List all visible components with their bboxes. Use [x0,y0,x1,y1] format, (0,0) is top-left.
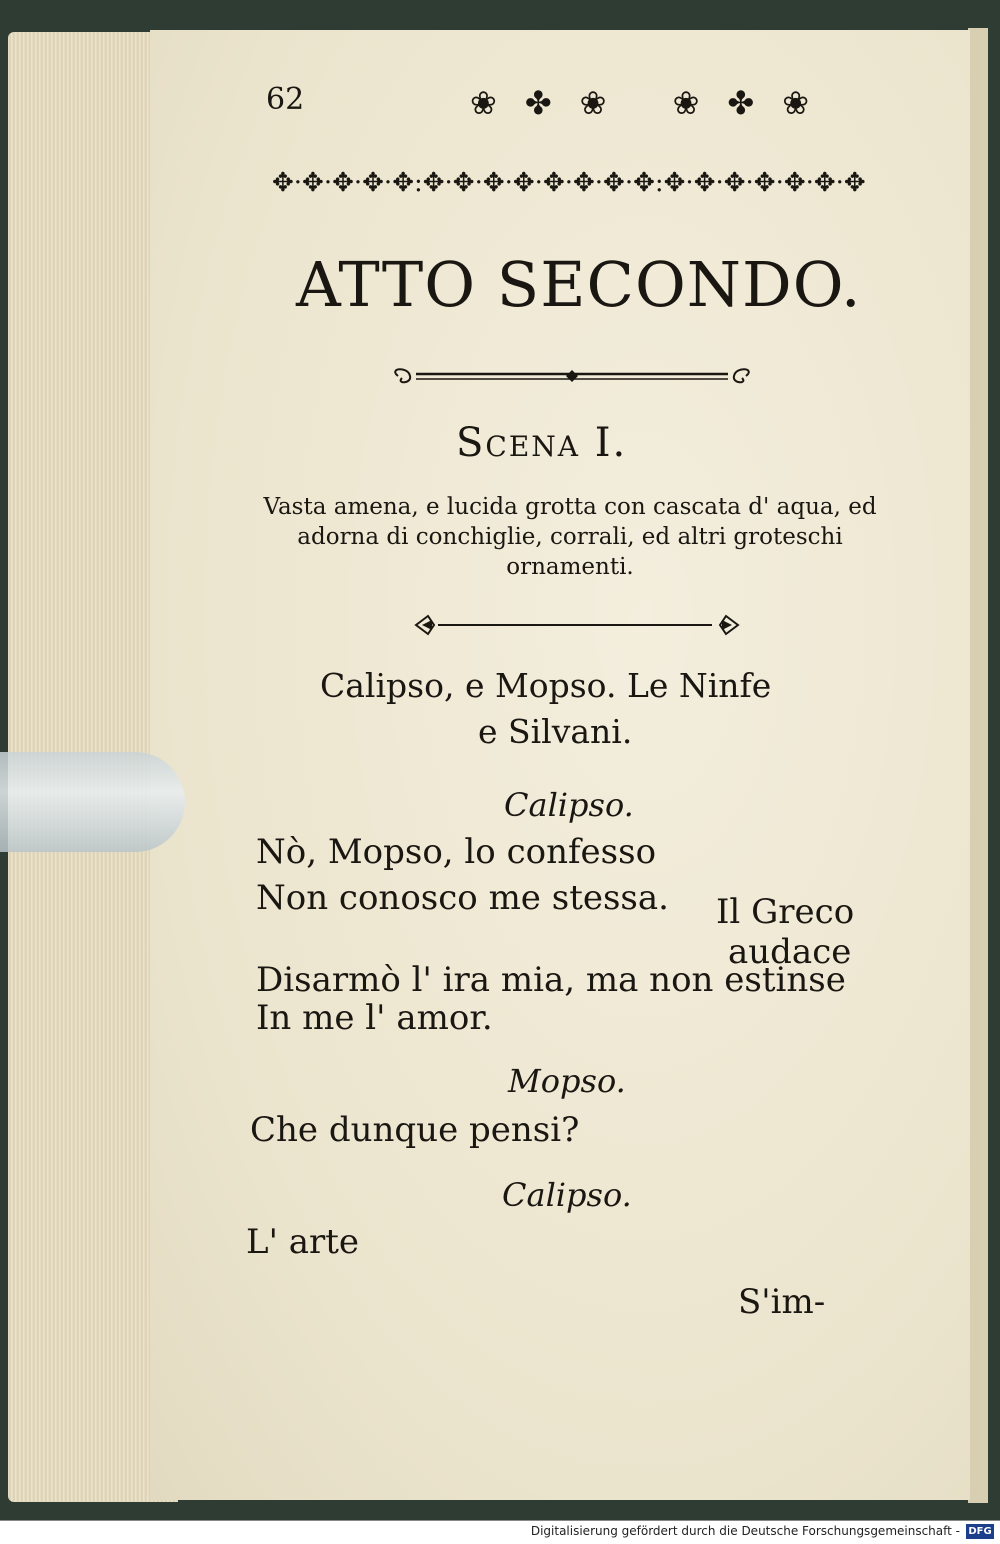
verse-line: Non conosco me stessa. [256,878,669,918]
stage-direction: Vasta amena, e lucida grotta con cascata d' aqua, ed adorna di conchiglie, corrali, ed altri groteschi ornamenti. [263,494,877,580]
verse-line: audace [728,932,852,972]
footer-bar [0,1520,1000,1544]
verse-line: Nò, Mopso, lo confesso [256,832,657,872]
scroll-rule-divider [388,366,756,386]
dfg-logo[interactable]: DFG [966,1524,994,1539]
small-rule-divider [412,612,742,638]
footer-credit: Digitalisierung gefördert durch die Deutsche Forschungsgemeinschaft - [530,1524,960,1538]
characters-line-2: e Silvani. [478,712,633,751]
ornament-band: ✥·✥·✥·✥·✥:✥·✥·✥·✥·✥·✥·✥·✥:✥·✥·✥·✥·✥·✥·✥ [272,168,866,198]
verse-line: In me l' amor. [256,998,493,1038]
catchword: S'im- [738,1282,826,1322]
characters-line-1: Calipso, e Mopso. Le Ninfe [320,666,772,705]
verse-line: Disarmò l' ira mia, ma non estinse [256,960,846,1000]
verse-line: Il Greco [716,892,855,932]
speaker-calipso: Calipso. [504,786,634,824]
act-title: ATTO SECONDO. [296,248,862,321]
speaker-mopso: Mopso. [508,1062,626,1100]
speaker-calipso: Calipso. [502,1176,632,1214]
verse-line: L' arte [246,1222,360,1262]
top-ornament: ❀✤❀ ❀✤❀ [470,84,838,122]
bookmark-clip [0,752,185,852]
facing-page-edge [968,28,988,1503]
scene-title: Scena I. [456,420,628,466]
verse-line: Che dunque pensi? [250,1110,580,1150]
page-number: 62 [266,82,305,117]
